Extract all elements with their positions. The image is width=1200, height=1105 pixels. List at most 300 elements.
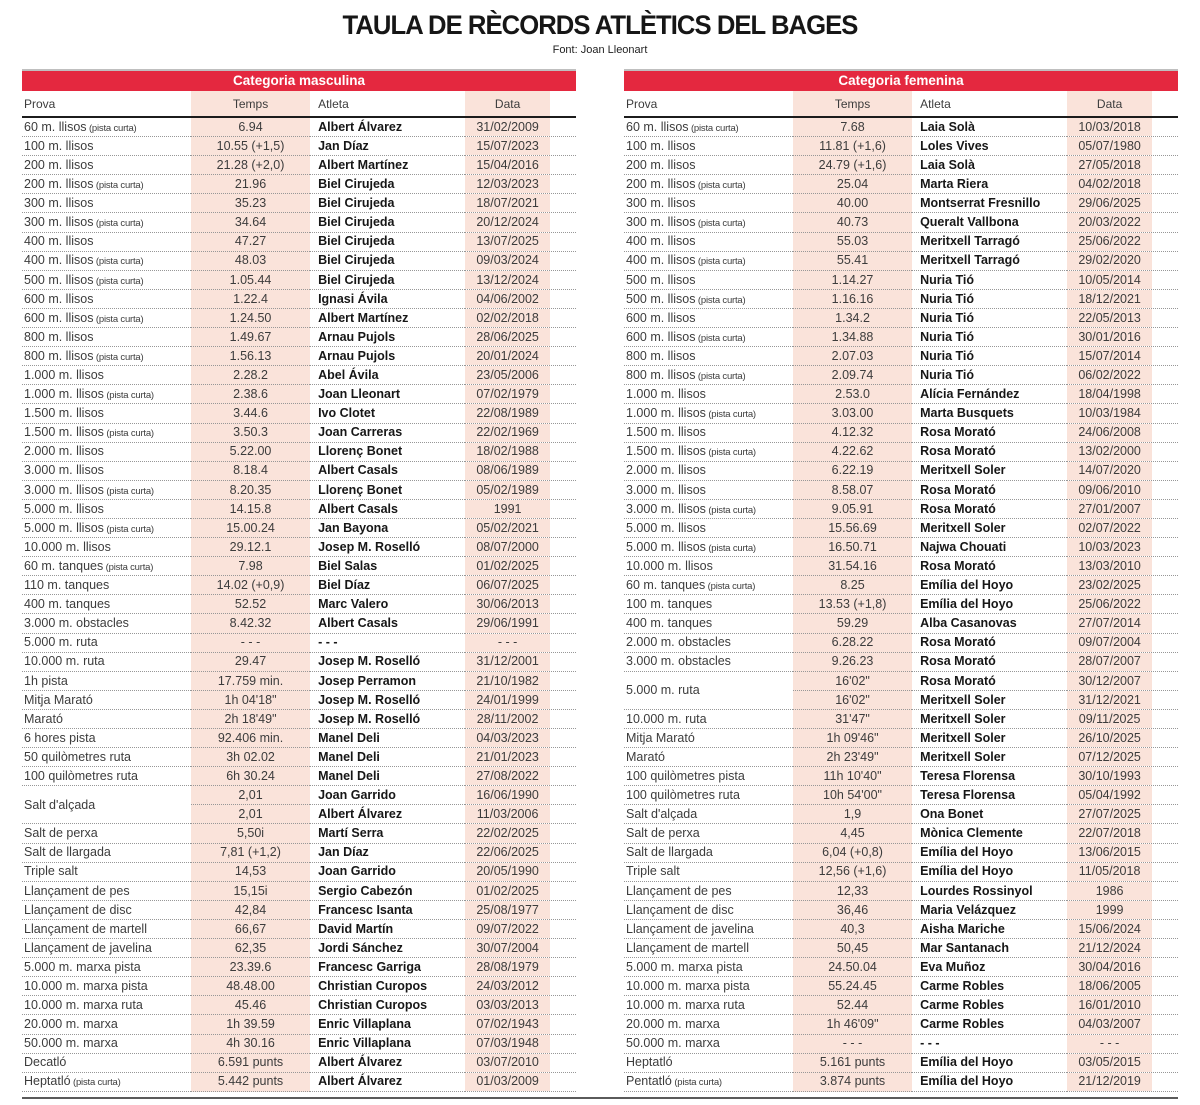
- column-header-data: Data: [1067, 91, 1178, 118]
- event-cell: [22, 1054, 191, 1073]
- athlete-cell: Rosa Morató: [912, 653, 1067, 672]
- record-row: [22, 309, 576, 328]
- record-row: [22, 500, 576, 519]
- date-cell: 04/03/2023: [465, 729, 576, 748]
- event-name: 1.000 m. llisos: [626, 387, 706, 402]
- record-row: [624, 443, 1178, 462]
- athlete-cell: Nuria Tió: [912, 328, 1067, 347]
- event-cell: [22, 595, 191, 614]
- record-row: [22, 634, 576, 653]
- record-row: [624, 634, 1178, 653]
- event-note: (pista curta): [103, 523, 154, 535]
- record-row: [22, 653, 576, 672]
- athlete-cell: Josep M. Roselló: [310, 691, 465, 710]
- date-cell: 31/02/2009: [465, 118, 576, 137]
- event-name: 60 m. llisos: [24, 119, 87, 134]
- event-note: (pista curta): [103, 485, 154, 497]
- athlete-cell: Nuria Tió: [912, 290, 1067, 309]
- athlete-cell: Emília del Hoyo: [912, 863, 1067, 882]
- record-row: [22, 863, 576, 882]
- athlete-cell: Rosa Morató: [912, 634, 1067, 653]
- athlete-cell: Marta Riera: [912, 175, 1067, 194]
- event-cell: [624, 404, 793, 423]
- record-row: [22, 977, 576, 996]
- record-row: [624, 576, 1178, 595]
- event-name: Salt d'alçada: [24, 797, 96, 812]
- time-cell: 1h 46'09": [793, 1015, 912, 1034]
- athlete-cell: Francesc Garriga: [310, 958, 465, 977]
- event-name: 300 m. llisos: [24, 196, 94, 211]
- date-cell: 21/12/2024: [1067, 939, 1178, 958]
- event-name: Heptatló: [24, 1074, 71, 1089]
- event-name: 1h pista: [24, 673, 68, 688]
- event-name: 200 m. llisos: [24, 157, 94, 172]
- event-note: (pista curta): [93, 180, 144, 192]
- record-row: [624, 729, 1178, 748]
- record-row: [22, 786, 576, 805]
- athlete-cell: Albert Casals: [310, 462, 465, 481]
- record-row: [624, 538, 1178, 557]
- athlete-cell: Manel Deli: [310, 729, 465, 748]
- event-name: 10.000 m. marxa ruta: [24, 998, 143, 1013]
- time-cell: 5.442 punts: [191, 1073, 310, 1092]
- event-name: Heptatló: [626, 1055, 673, 1070]
- event-cell: [624, 863, 793, 882]
- athlete-cell: Aisha Mariche: [912, 920, 1067, 939]
- event-name: 60 m. tanques: [626, 578, 706, 593]
- record-row: [624, 977, 1178, 996]
- record-row: [22, 882, 576, 901]
- time-cell: 1.34.2: [793, 309, 912, 328]
- event-name: 600 m. llisos: [626, 329, 696, 344]
- source-note: Font: Joan Lleonart: [552, 44, 648, 56]
- event-name: 600 m. llisos: [626, 310, 696, 325]
- record-row: [624, 805, 1178, 824]
- time-cell: 5.22.00: [191, 443, 310, 462]
- record-row: [22, 175, 576, 194]
- column-header-temps: Temps: [793, 91, 912, 118]
- event-name: 5.000 m. llisos: [626, 520, 706, 535]
- event-cell: [624, 920, 793, 939]
- athlete-cell: Joan Garrido: [310, 863, 465, 882]
- event-note: (pista curta): [93, 351, 144, 363]
- event-cell: [624, 424, 793, 443]
- event-cell: [22, 538, 191, 557]
- date-cell: 10/03/2018: [1067, 118, 1178, 137]
- time-cell: 2.07.03: [793, 347, 912, 366]
- record-row: [624, 481, 1178, 500]
- category-banner-women: Categoria femenina: [624, 69, 1178, 91]
- event-cell: [22, 347, 191, 366]
- event-note: (pista curta): [671, 1077, 722, 1089]
- event-name: 6 hores pista: [24, 730, 96, 745]
- athlete-cell: Christian Curopos: [310, 977, 465, 996]
- event-note: (pista curta): [695, 294, 746, 306]
- event-name: 2.000 m. llisos: [626, 463, 706, 478]
- time-cell: 2,01: [191, 786, 310, 805]
- record-row: [22, 767, 576, 786]
- event-name: 400 m. llisos: [24, 234, 94, 249]
- event-name: Salt d'alçada: [626, 807, 698, 822]
- athlete-cell: Biel Cirujeda: [310, 175, 465, 194]
- date-cell: 25/06/2022: [1067, 595, 1178, 614]
- record-row: [22, 233, 576, 252]
- time-cell: 3.44.6: [191, 404, 310, 423]
- event-name: 10.000 m. marxa ruta: [626, 998, 745, 1013]
- event-note: (pista curta): [86, 122, 137, 134]
- event-name: 300 m. llisos: [24, 215, 94, 230]
- date-cell: 03/07/2010: [465, 1054, 576, 1073]
- tables-wrap: [22, 69, 1178, 1092]
- record-row: [22, 404, 576, 423]
- record-row: [624, 252, 1178, 271]
- event-name: 5.000 m. marxa pista: [626, 959, 743, 974]
- event-name: 5.000 m. llisos: [24, 501, 104, 516]
- event-name: 500 m. llisos: [626, 291, 696, 306]
- record-row: [624, 366, 1178, 385]
- event-cell: [22, 996, 191, 1015]
- athlete-cell: Emília del Hoyo: [912, 595, 1067, 614]
- event-cell: [22, 271, 191, 290]
- event-cell: [624, 175, 793, 194]
- time-cell: 6.28.22: [793, 634, 912, 653]
- record-row: [624, 213, 1178, 232]
- date-cell: 22/06/2025: [465, 844, 576, 863]
- time-cell: 8.18.4: [191, 462, 310, 481]
- event-name: 2.000 m. obstacles: [626, 635, 731, 650]
- athlete-cell: Joan Lleonart: [310, 385, 465, 404]
- event-cell: [22, 729, 191, 748]
- record-row: [22, 901, 576, 920]
- event-cell: [22, 213, 191, 232]
- athlete-cell: Jordi Sánchez: [310, 939, 465, 958]
- event-name: Salt de llargada: [626, 845, 713, 860]
- date-cell: 01/02/2025: [465, 557, 576, 576]
- record-row: [624, 309, 1178, 328]
- athlete-cell: David Martín: [310, 920, 465, 939]
- athlete-cell: Najwa Chouati: [912, 538, 1067, 557]
- record-row: [22, 194, 576, 213]
- time-cell: 42,84: [191, 901, 310, 920]
- record-row: [624, 500, 1178, 519]
- athlete-cell: - - -: [912, 1035, 1067, 1054]
- record-row: [624, 748, 1178, 767]
- date-cell: 28/07/2007: [1067, 653, 1178, 672]
- event-name: 10.000 m. marxa pista: [626, 979, 750, 994]
- athlete-cell: Jan Bayona: [310, 519, 465, 538]
- athlete-cell: Arnau Pujols: [310, 347, 465, 366]
- event-cell: [624, 1073, 793, 1092]
- record-row: [22, 271, 576, 290]
- athlete-cell: Rosa Morató: [912, 672, 1067, 691]
- athlete-cell: Enric Villaplana: [310, 1035, 465, 1054]
- date-cell: 28/11/2002: [465, 710, 576, 729]
- record-row: [22, 118, 576, 137]
- time-cell: 4.22.62: [793, 443, 912, 462]
- event-name: Salt de perxa: [626, 826, 700, 841]
- athlete-cell: Biel Cirujeda: [310, 213, 465, 232]
- date-cell: 30/12/2007: [1067, 672, 1178, 691]
- athlete-cell: Rosa Morató: [912, 424, 1067, 443]
- date-cell: 09/03/2024: [465, 252, 576, 271]
- event-cell: [624, 786, 793, 805]
- date-cell: 18/07/2021: [465, 194, 576, 213]
- event-cell: [22, 309, 191, 328]
- time-cell: 1h 04'18": [191, 691, 310, 710]
- athlete-cell: Josep Perramon: [310, 672, 465, 691]
- event-name: Triple salt: [24, 864, 78, 879]
- date-cell: 20/01/2024: [465, 347, 576, 366]
- time-cell: 29.47: [191, 653, 310, 672]
- record-row: [624, 385, 1178, 404]
- record-row: [624, 901, 1178, 920]
- event-name: 60 m. tanques: [24, 558, 104, 573]
- date-cell: 18/06/2005: [1067, 977, 1178, 996]
- date-cell: 10/03/2023: [1067, 538, 1178, 557]
- athlete-cell: Nuria Tió: [912, 309, 1067, 328]
- time-cell: 55.41: [793, 252, 912, 271]
- record-row: [22, 672, 576, 691]
- time-cell: 66,67: [191, 920, 310, 939]
- date-cell: 13/07/2025: [465, 233, 576, 252]
- date-cell: 29/02/2020: [1067, 252, 1178, 271]
- date-cell: 03/03/2013: [465, 996, 576, 1015]
- event-cell: [22, 863, 191, 882]
- event-cell: [22, 634, 191, 653]
- women-records-table: [624, 69, 1178, 1092]
- athlete-cell: Sergio Cabezón: [310, 882, 465, 901]
- athlete-cell: Rosa Morató: [912, 443, 1067, 462]
- date-cell: 22/05/2013: [1067, 309, 1178, 328]
- event-cell: [624, 805, 793, 824]
- date-cell: 15/07/2023: [465, 137, 576, 156]
- event-cell: [22, 1015, 191, 1034]
- event-cell: [22, 786, 191, 824]
- event-name: Salt de perxa: [24, 826, 98, 841]
- record-row: [22, 996, 576, 1015]
- event-name: Mitja Marató: [626, 730, 695, 745]
- event-cell: [22, 233, 191, 252]
- athlete-cell: Josep M. Roselló: [310, 710, 465, 729]
- event-name: 50 quilòmetres ruta: [24, 749, 132, 764]
- time-cell: 25.04: [793, 175, 912, 194]
- date-cell: 15/07/2014: [1067, 347, 1178, 366]
- event-cell: [624, 118, 793, 137]
- event-cell: [22, 156, 191, 175]
- event-name: 400 m. llisos: [24, 253, 94, 268]
- record-row: [624, 920, 1178, 939]
- event-cell: [22, 404, 191, 423]
- event-name: 800 m. llisos: [626, 368, 696, 383]
- time-cell: 1h 39.59: [191, 1015, 310, 1034]
- date-cell: 29/06/2025: [1067, 194, 1178, 213]
- date-cell: 07/02/1943: [465, 1015, 576, 1034]
- athlete-cell: Maria Velázquez: [912, 901, 1067, 920]
- event-cell: [624, 156, 793, 175]
- event-note: (pista curta): [103, 390, 154, 402]
- time-cell: 40.73: [793, 213, 912, 232]
- event-cell: [22, 462, 191, 481]
- event-cell: [22, 939, 191, 958]
- event-name: 600 m. llisos: [24, 310, 94, 325]
- column-header-prova: Prova: [22, 91, 191, 118]
- event-note: (pista curta): [705, 581, 756, 593]
- athlete-cell: Albert Martínez: [310, 156, 465, 175]
- event-cell: [22, 500, 191, 519]
- event-name: 2.000 m. llisos: [24, 444, 104, 459]
- record-row: [624, 767, 1178, 786]
- event-cell: [22, 290, 191, 309]
- time-cell: 34.64: [191, 213, 310, 232]
- record-row: [624, 347, 1178, 366]
- date-cell: 04/03/2007: [1067, 1015, 1178, 1034]
- record-row: [22, 958, 576, 977]
- athlete-cell: Biel Salas: [310, 557, 465, 576]
- event-name: 1.000 m. llisos: [24, 387, 104, 402]
- event-cell: [624, 213, 793, 232]
- event-name: 1.000 m. llisos: [24, 368, 104, 383]
- athlete-cell: Josep M. Roselló: [310, 653, 465, 672]
- athlete-cell: Christian Curopos: [310, 996, 465, 1015]
- athlete-cell: Llorenç Bonet: [310, 481, 465, 500]
- event-name: 50.000 m. marxa: [626, 1036, 720, 1051]
- record-row: [22, 385, 576, 404]
- record-row: [624, 328, 1178, 347]
- athlete-cell: Jan Díaz: [310, 137, 465, 156]
- date-cell: 20/05/1990: [465, 863, 576, 882]
- event-cell: [624, 290, 793, 309]
- time-cell: 8.58.07: [793, 481, 912, 500]
- date-cell: 1999: [1067, 901, 1178, 920]
- time-cell: 45.46: [191, 996, 310, 1015]
- event-cell: [22, 614, 191, 633]
- time-cell: 4.12.32: [793, 424, 912, 443]
- event-note: (pista curta): [103, 561, 154, 573]
- date-cell: 26/10/2025: [1067, 729, 1178, 748]
- event-name: Llançament de martell: [626, 940, 749, 955]
- event-cell: [624, 137, 793, 156]
- event-name: 10.000 m. ruta: [24, 654, 105, 669]
- event-name: Llançament de disc: [626, 902, 734, 917]
- record-row: [22, 290, 576, 309]
- event-note: (pista curta): [695, 218, 746, 230]
- record-row: [624, 233, 1178, 252]
- event-cell: [624, 748, 793, 767]
- header-row: [22, 91, 576, 118]
- record-row: [22, 729, 576, 748]
- time-cell: 14,53: [191, 863, 310, 882]
- date-cell: 18/04/1998: [1067, 385, 1178, 404]
- event-name: 500 m. llisos: [24, 272, 94, 287]
- time-cell: 9.26.23: [793, 653, 912, 672]
- date-cell: 15/06/2024: [1067, 920, 1178, 939]
- date-cell: 27/05/2018: [1067, 156, 1178, 175]
- date-cell: 23/02/2025: [1067, 576, 1178, 595]
- time-cell: 5.161 punts: [793, 1054, 912, 1073]
- athlete-cell: Queralt Vallbona: [912, 213, 1067, 232]
- event-cell: [624, 194, 793, 213]
- record-row: [22, 557, 576, 576]
- event-name: 1.000 m. llisos: [626, 406, 706, 421]
- athlete-cell: Montserrat Fresnillo: [912, 194, 1067, 213]
- event-name: 200 m. llisos: [24, 177, 94, 192]
- event-name: 20.000 m. marxa: [24, 1017, 118, 1032]
- column-header-temps: Temps: [191, 91, 310, 118]
- record-row: [22, 710, 576, 729]
- record-row: [22, 156, 576, 175]
- event-name: 10.000 m. llisos: [24, 539, 111, 554]
- record-row: [624, 519, 1178, 538]
- event-name: Llançament de pes: [24, 883, 130, 898]
- bottom-rule: [22, 1097, 1178, 1099]
- event-note: (pista curta): [695, 332, 746, 344]
- date-cell: 27/08/2022: [465, 767, 576, 786]
- athlete-cell: Emília del Hoyo: [912, 844, 1067, 863]
- event-cell: [624, 347, 793, 366]
- event-cell: [22, 576, 191, 595]
- date-cell: 28/06/2025: [465, 328, 576, 347]
- time-cell: 16'02": [793, 672, 912, 691]
- event-cell: [22, 557, 191, 576]
- date-cell: 10/05/2014: [1067, 271, 1178, 290]
- event-cell: [624, 595, 793, 614]
- event-cell: [22, 443, 191, 462]
- time-cell: 7.98: [191, 557, 310, 576]
- record-row: [624, 118, 1178, 137]
- record-row: [22, 424, 576, 443]
- event-note: (pista curta): [688, 122, 739, 134]
- athlete-cell: Emília del Hoyo: [912, 576, 1067, 595]
- athlete-cell: Abel Ávila: [310, 366, 465, 385]
- time-cell: 50,45: [793, 939, 912, 958]
- time-cell: 12,56 (+1,6): [793, 863, 912, 882]
- column-header-atleta: Atleta: [310, 91, 465, 118]
- date-cell: 02/02/2018: [465, 309, 576, 328]
- time-cell: 2h 18'49": [191, 710, 310, 729]
- time-cell: 3.50.3: [191, 424, 310, 443]
- event-note: (pista curta): [695, 371, 746, 383]
- time-cell: 2h 23'49": [793, 748, 912, 767]
- event-name: Llançament de javelina: [626, 921, 754, 936]
- time-cell: 10h 54'00": [793, 786, 912, 805]
- date-cell: 09/07/2004: [1067, 634, 1178, 653]
- date-cell: - - -: [465, 634, 576, 653]
- record-row: [624, 271, 1178, 290]
- column-header-atleta: Atleta: [912, 91, 1067, 118]
- athlete-cell: - - -: [310, 634, 465, 653]
- date-cell: 12/03/2023: [465, 175, 576, 194]
- record-row: [22, 328, 576, 347]
- athlete-cell: Carme Robles: [912, 1015, 1067, 1034]
- date-cell: 22/02/2025: [465, 824, 576, 843]
- column-header-prova: Prova: [624, 91, 793, 118]
- date-cell: 24/06/2008: [1067, 424, 1178, 443]
- date-cell: 30/01/2016: [1067, 328, 1178, 347]
- record-row: [624, 194, 1178, 213]
- date-cell: 28/08/1979: [465, 958, 576, 977]
- time-cell: 8.20.35: [191, 481, 310, 500]
- event-cell: [624, 614, 793, 633]
- date-cell: 16/01/2010: [1067, 996, 1178, 1015]
- event-cell: [22, 385, 191, 404]
- date-cell: 13/06/2015: [1067, 844, 1178, 863]
- date-cell: 30/07/2004: [465, 939, 576, 958]
- event-cell: [624, 882, 793, 901]
- date-cell: 09/07/2022: [465, 920, 576, 939]
- event-name: 300 m. llisos: [626, 215, 696, 230]
- event-name: 400 m. llisos: [626, 253, 696, 268]
- time-cell: 24.79 (+1,6): [793, 156, 912, 175]
